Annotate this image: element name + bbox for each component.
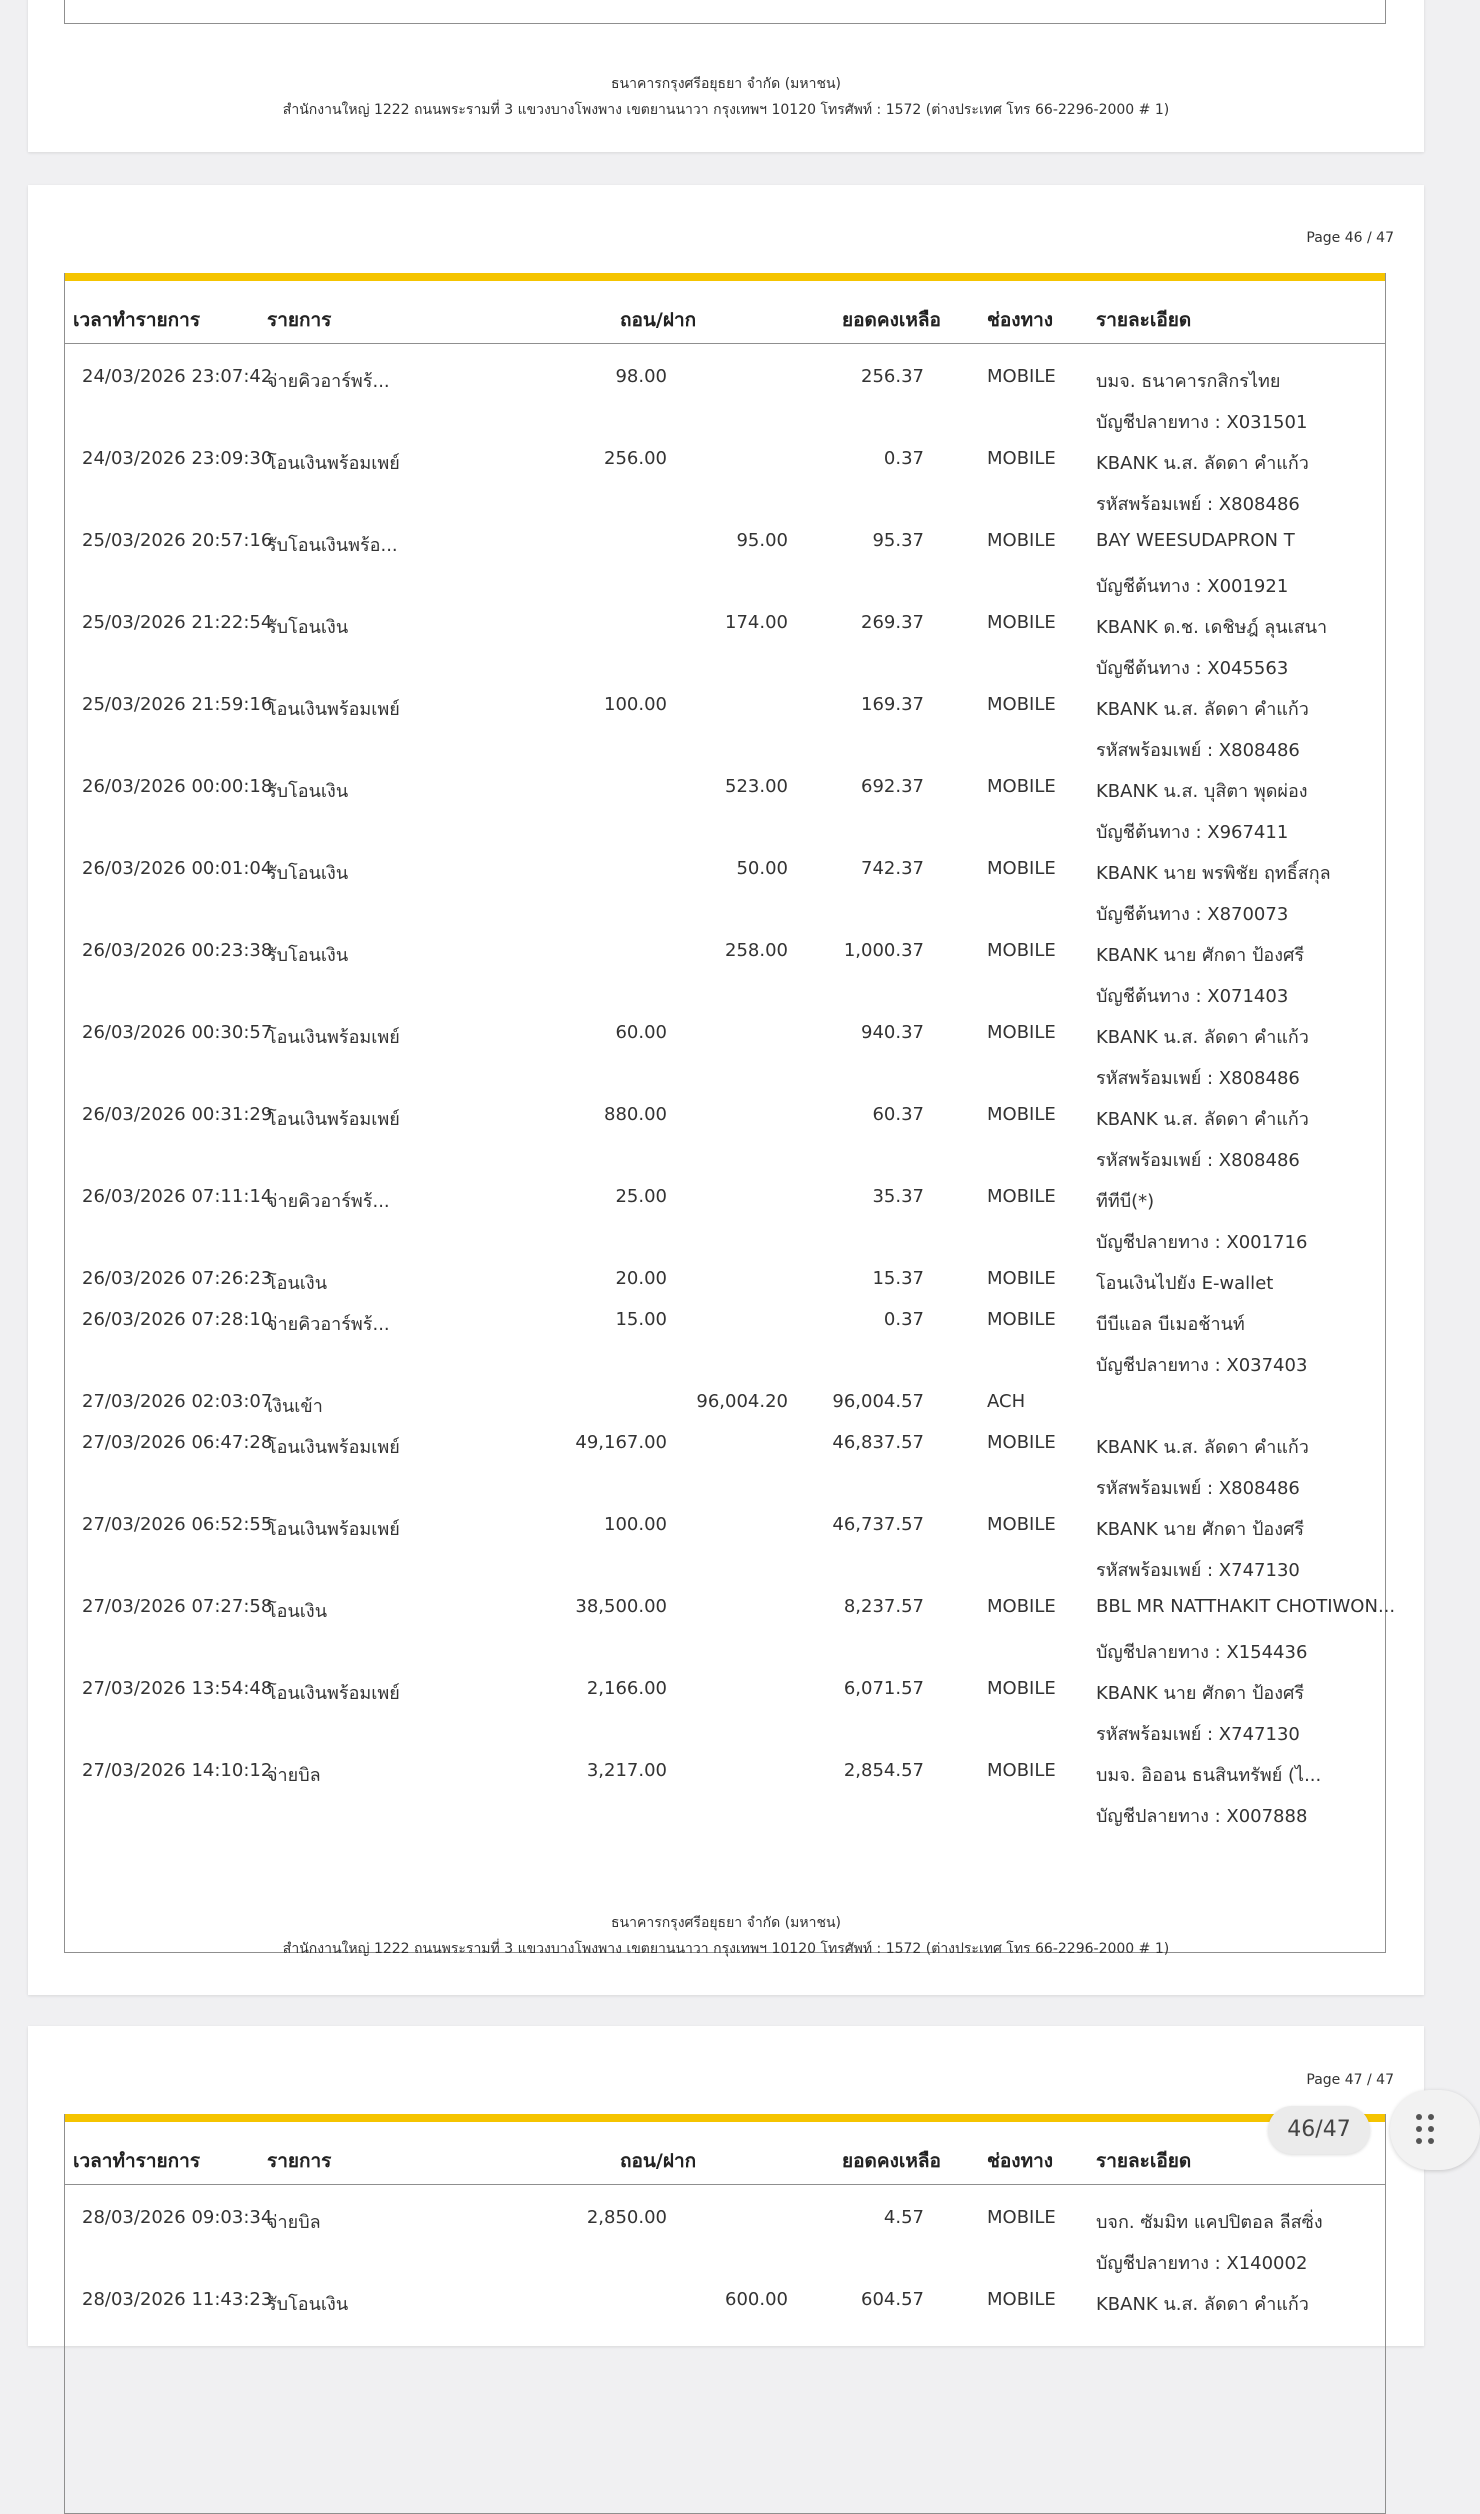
transaction-table [64,273,1396,1953]
row-channel: MOBILE [987,612,1056,633]
row-description: จ่ายคิวอาร์พร้... [267,1191,390,1212]
row-withdrawal: 100.00 [604,1514,667,1535]
row-description: รับโอนเงิน [267,945,349,966]
col-detail-header: รายละเอียด [1096,2150,1192,2172]
row-withdrawal: 880.00 [604,1104,667,1125]
row-description: เงินเข้า [267,1396,323,1417]
row-time: 27/03/2026 06:52:55 [82,1514,273,1535]
row-time: 26/03/2026 07:11:14 [82,1186,273,1207]
row-detail: บีบีแอล บีเมอช้านท์ [1096,1314,1245,1335]
row-channel: MOBILE [987,1678,1056,1699]
row-detail-line2: บัญชีต้นทาง : X967411 [1096,822,1289,843]
row-detail: KBANK น.ส. ลัดดา คำแก้ว [1096,1027,1309,1048]
row-deposit: 96,004.20 [696,1391,788,1412]
row-description: รับโอนเงิน [267,2294,349,2315]
col-detail-header: รายละเอียด [1096,309,1192,331]
row-time: 25/03/2026 21:22:54 [82,612,273,633]
row-detail-line2: บัญชีปลายทาง : X007888 [1096,1806,1308,1827]
row-description: จ่ายคิวอาร์พร้... [267,1314,390,1335]
row-balance: 46,737.57 [832,1514,924,1535]
row-channel: MOBILE [987,1514,1056,1535]
row-channel: MOBILE [987,1104,1056,1125]
row-balance: 940.37 [861,1022,924,1043]
transaction-table [64,2114,1386,2514]
statement-page-45 [28,0,1424,152]
row-balance: 604.57 [861,2289,924,2310]
row-balance: 6,071.57 [843,1678,924,1699]
row-detail: KBANK นาย พรพิชัย ฤทธิ์สกุล [1096,863,1331,884]
row-detail-line2: บัญชีต้นทาง : X071403 [1096,986,1289,1007]
row-channel: MOBILE [987,1022,1056,1043]
statement-page-46 [28,185,1424,1995]
row-balance: 15.37 [872,1268,924,1289]
row-detail: BAY WEESUDAPRON T [1096,530,1295,551]
row-withdrawal: 2,850.00 [586,2207,667,2228]
row-description: โอนเงินพร้อมเพย์ [267,1109,400,1130]
page-number-label: Page 46 / 47 [1306,230,1394,246]
row-detail: KBANK น.ส. ลัดดา คำแก้ว [1096,1109,1309,1130]
row-description: โอนเงินพร้อมเพย์ [267,699,400,720]
row-balance: 0.37 [883,448,924,469]
row-time: 26/03/2026 07:26:23 [82,1268,273,1289]
row-time: 27/03/2026 13:54:48 [82,1678,273,1699]
row-description: โอนเงิน [267,1273,328,1294]
row-balance: 692.37 [861,776,924,797]
row-balance: 269.37 [861,612,924,633]
drag-handle-icon[interactable] [1390,2090,1480,2170]
row-channel: MOBILE [987,1268,1056,1289]
bank-name: ธนาคารกรุงศรีอยุธยา จำกัด (มหาชน) [610,76,842,92]
row-description: โอนเงิน [267,1601,328,1622]
row-time: 24/03/2026 23:09:30 [82,448,273,469]
row-deposit: 174.00 [725,612,788,633]
row-detail-line2: รหัสพร้อมเพย์ : X808486 [1096,740,1300,761]
col-channel-header: ช่องทาง [987,2150,1054,2172]
row-detail: KBANK นาย ศักดา ป้องศรี [1096,1519,1305,1540]
row-time: 26/03/2026 00:30:57 [82,1022,273,1043]
row-channel: MOBILE [987,940,1056,961]
row-time: 26/03/2026 00:31:29 [82,1104,273,1125]
row-channel: MOBILE [987,1186,1056,1207]
row-time: 27/03/2026 14:10:12 [82,1760,273,1781]
row-detail: BBL MR NATTHAKIT CHOTIWON... [1096,1596,1396,1617]
bank-address: สำนักงานใหญ่ 1222 ถนนพระรามที่ 3 แขวงบางโพงพาง เขตยานนาวา กรุงเทพฯ 10120 โทรศัพท์ : 1572 (ต่างประเทศ โทร 66-2296-2000 # 1) [282,1941,1170,1957]
col-channel-header: ช่องทาง [987,309,1054,331]
row-time: 28/03/2026 11:43:23 [82,2289,273,2310]
row-balance: 742.37 [861,858,924,879]
row-channel: MOBILE [987,2289,1056,2310]
transaction-table [64,0,1386,24]
row-balance: 1,000.37 [843,940,924,961]
row-detail-line2: บัญชีต้นทาง : X045563 [1096,658,1289,679]
col-time-header: เวลาทำรายการ [73,2150,201,2172]
row-balance: 96,004.57 [832,1391,924,1412]
row-detail: KBANK นาย ศักดา ป้องศรี [1096,1683,1305,1704]
row-balance: 35.37 [872,1186,924,1207]
col-balance-header: ยอดคงเหลือ [842,309,941,331]
row-channel: MOBILE [987,1432,1056,1453]
row-detail-line2: บัญชีต้นทาง : X870073 [1096,904,1289,925]
row-detail-line2: รหัสพร้อมเพย์ : X808486 [1096,1068,1300,1089]
row-channel: MOBILE [987,530,1056,551]
row-withdrawal: 60.00 [615,1022,667,1043]
row-description: รับโอนเงิน [267,863,349,884]
row-channel: MOBILE [987,448,1056,469]
col-desc-header: รายการ [267,2150,332,2172]
row-detail-line2: รหัสพร้อมเพย์ : X747130 [1096,1724,1300,1745]
row-deposit: 95.00 [736,530,788,551]
row-detail-line2: บัญชีปลายทาง : X037403 [1096,1355,1308,1376]
row-description: โอนเงินพร้อมเพย์ [267,453,400,474]
row-detail-line2: บัญชีปลายทาง : X031501 [1096,412,1308,433]
row-deposit: 258.00 [725,940,788,961]
row-deposit: 523.00 [725,776,788,797]
row-withdrawal: 38,500.00 [575,1596,667,1617]
row-detail: บมจ. ธนาคารกสิกรไทย [1096,371,1281,392]
row-time: 27/03/2026 07:27:58 [82,1596,273,1617]
row-detail: ทีทีบี(*) [1096,1191,1155,1212]
col-desc-header: รายการ [267,309,332,331]
row-detail: KBANK น.ส. ลัดดา คำแก้ว [1096,699,1309,720]
page-number-label: Page 47 / 47 [1306,2072,1394,2088]
row-description: รับโอนเงินพร้อ... [267,535,398,556]
row-detail: KBANK นาย ศักดา ป้องศรี [1096,945,1305,966]
row-description: รับโอนเงิน [267,617,349,638]
row-channel: MOBILE [987,858,1056,879]
row-channel: MOBILE [987,1309,1056,1330]
row-balance: 169.37 [861,694,924,715]
row-description: โอนเงินพร้อมเพย์ [267,1519,400,1540]
row-time: 27/03/2026 06:47:28 [82,1432,273,1453]
row-withdrawal: 2,166.00 [586,1678,667,1699]
row-balance: 95.37 [872,530,924,551]
statement-page-47 [28,2026,1424,2346]
page-footer [28,71,1424,123]
row-detail-line2: รหัสพร้อมเพย์ : X808486 [1096,494,1300,515]
row-description: รับโอนเงิน [267,781,349,802]
bank-name: ธนาคารกรุงศรีอยุธยา จำกัด (มหาชน) [610,1915,842,1931]
row-channel: MOBILE [987,2207,1056,2228]
row-time: 26/03/2026 00:00:18 [82,776,273,797]
row-time: 26/03/2026 00:23:38 [82,940,273,961]
row-description: จ่ายคิวอาร์พร้... [267,371,390,392]
page-counter: 46/47 [1268,2106,1370,2154]
row-description: โอนเงินพร้อมเพย์ [267,1437,400,1458]
row-detail: KBANK ด.ช. เดชิษฎ์ ลุนเสนา [1096,617,1328,638]
row-channel: MOBILE [987,1760,1056,1781]
row-withdrawal: 25.00 [615,1186,667,1207]
header-accent-bar [65,2114,1385,2122]
row-time: 27/03/2026 02:03:07 [82,1391,273,1412]
row-balance: 2,854.57 [843,1760,924,1781]
row-time: 25/03/2026 21:59:16 [82,694,273,715]
row-time: 25/03/2026 20:57:16 [82,530,273,551]
row-description: โอนเงินพร้อมเพย์ [267,1027,400,1048]
row-channel: MOBILE [987,776,1056,797]
row-description: จ่ายบิล [267,1765,321,1786]
bank-address: สำนักงานใหญ่ 1222 ถนนพระรามที่ 3 แขวงบางโพงพาง เขตยานนาวา กรุงเทพฯ 10120 โทรศัพท์ : 1572 (ต่างประเทศ โทร 66-2296-2000 # 1) [282,102,1170,118]
row-description: โอนเงินพร้อมเพย์ [267,1683,400,1704]
row-time: 26/03/2026 07:28:10 [82,1309,273,1330]
row-detail: KBANK น.ส. บุสิตา พุดผ่อง [1096,781,1308,802]
row-withdrawal: 256.00 [604,448,667,469]
row-detail-line2: บัญชีปลายทาง : X154436 [1096,1642,1308,1663]
row-detail: โอนเงินไปยัง E-wallet [1096,1273,1274,1294]
row-description: จ่ายบิล [267,2212,321,2233]
row-detail-line2: รหัสพร้อมเพย์ : X808486 [1096,1478,1300,1499]
row-channel: ACH [987,1391,1026,1412]
row-balance: 0.37 [883,1309,924,1330]
row-detail-line2: รหัสพร้อมเพย์ : X747130 [1096,1560,1300,1581]
row-detail-line2: รหัสพร้อมเพย์ : X808486 [1096,1150,1300,1171]
row-detail: KBANK น.ส. ลัดดา คำแก้ว [1096,1437,1309,1458]
row-withdrawal: 20.00 [615,1268,667,1289]
row-balance: 46,837.57 [832,1432,924,1453]
row-channel: MOBILE [987,1596,1056,1617]
row-withdrawal: 49,167.00 [575,1432,667,1453]
row-detail: บจก. ซัมมิท แคปปิตอล ลีสซิ่ง [1096,2212,1323,2233]
table-header [65,281,1385,344]
row-balance: 256.37 [861,366,924,387]
row-channel: MOBILE [987,366,1056,387]
row-detail: KBANK น.ส. ลัดดา คำแก้ว [1096,2294,1309,2315]
row-detail-line2: บัญชีปลายทาง : X140002 [1096,2253,1308,2274]
row-balance: 60.37 [872,1104,924,1125]
row-withdrawal: 98.00 [615,366,667,387]
row-balance: 4.57 [883,2207,924,2228]
col-balance-header: ยอดคงเหลือ [842,2150,941,2172]
row-withdrawal: 15.00 [615,1309,667,1330]
row-time: 24/03/2026 23:07:42 [82,366,273,387]
row-time: 26/03/2026 00:01:04 [82,858,273,879]
row-time: 28/03/2026 09:03:34 [82,2207,273,2228]
row-deposit: 50.00 [736,858,788,879]
row-detail-line2: บัญชีต้นทาง : X001921 [1096,576,1289,597]
row-withdrawal: 100.00 [604,694,667,715]
row-detail-line2: บัญชีปลายทาง : X001716 [1096,1232,1308,1253]
col-amount-header: ถอน/ฝาก [620,2150,697,2172]
row-deposit: 600.00 [725,2289,788,2310]
row-detail: KBANK น.ส. ลัดดา คำแก้ว [1096,453,1309,474]
row-withdrawal: 3,217.00 [586,1760,667,1781]
row-balance: 8,237.57 [843,1596,924,1617]
table-header [65,2122,1385,2185]
col-amount-header: ถอน/ฝาก [620,309,697,331]
page-footer [28,1910,1424,1962]
header-accent-bar [65,273,1385,281]
row-channel: MOBILE [987,694,1056,715]
col-time-header: เวลาทำรายการ [73,309,201,331]
row-detail: บมจ. อิออน ธนสินทรัพย์ (ไ... [1096,1765,1322,1786]
